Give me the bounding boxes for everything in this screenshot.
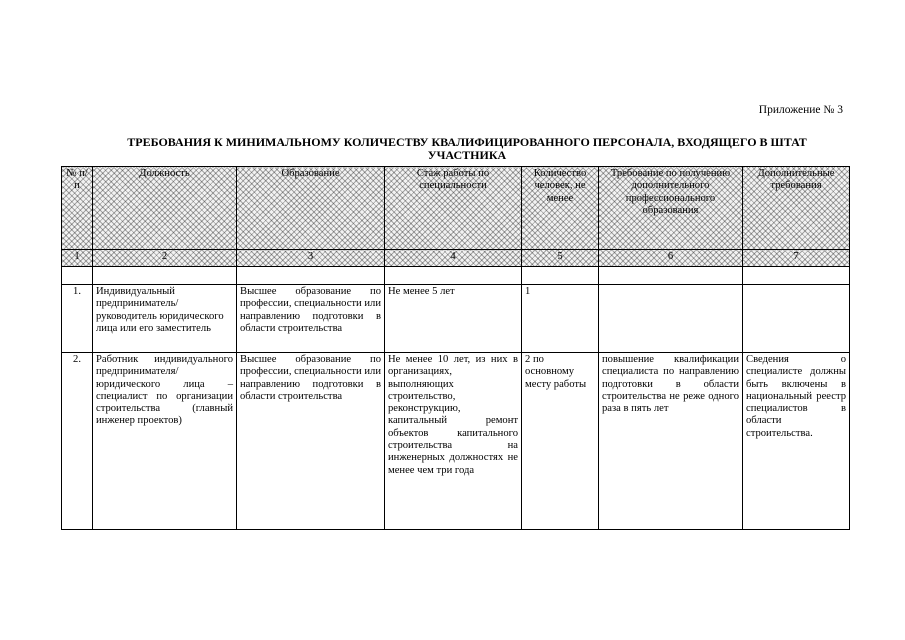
document-title: ТРЕБОВАНИЯ К МИНИМАЛЬНОМУ КОЛИЧЕСТВУ КВАЛИФИЦИРОВАННОГО ПЕРСОНАЛА, ВХОДЯЩЕГО В ШТАТ УЧАСТНИКА — [127, 135, 807, 162]
experience-cell: Не менее 10 лет, из них в организациях, выполняющих строительство, реконструкцию, капитальный ремонт объектов капитального строительства на инженерных должностях не менее чем три года — [385, 353, 522, 530]
spacer-cell — [237, 267, 385, 285]
header-experience: Стаж работы по специальности — [385, 167, 522, 250]
spacer-cell — [522, 267, 599, 285]
spacer-cell — [599, 267, 743, 285]
additional-requirements-cell: Сведения о специалисте должны быть включены в национальный реестр специалистов в области строительства. — [743, 353, 850, 530]
annex-label: Приложение № 3 — [758, 104, 843, 116]
spacer-cell — [62, 267, 93, 285]
experience-cell: Не менее 5 лет — [385, 285, 522, 353]
additional-education-cell: повышение квалификации специалиста по направлению подготовки в области строительства не реже одного раза в пять лет — [599, 353, 743, 530]
count-cell: 1 — [522, 285, 599, 353]
column-number: 5 — [522, 250, 599, 267]
header-additional-education: Требование по получению дополнительного профессионального образования — [599, 167, 743, 250]
header-position: Должность — [93, 167, 237, 250]
header-additional-requirements: Дополнительные требования — [743, 167, 850, 250]
table-row — [62, 285, 850, 353]
additional-education-cell — [599, 285, 743, 353]
column-number: 3 — [237, 250, 385, 267]
education-cell: Высшее образование по профессии, специальности или направлению подготовки в области строительства — [237, 353, 385, 530]
table-header-row — [62, 167, 850, 250]
spacer-cell — [93, 267, 237, 285]
position-cell: Индивидуальный предприниматель/руководитель юридического лица или его заместитель — [93, 285, 237, 353]
column-number-row — [62, 250, 850, 267]
column-number: 7 — [743, 250, 850, 267]
spacer-row — [62, 267, 850, 285]
row-number: 2. — [62, 353, 93, 530]
column-number: 4 — [385, 250, 522, 267]
spacer-cell — [385, 267, 522, 285]
requirements-table — [61, 166, 850, 530]
education-cell: Высшее образование по профессии, специальности или направлению подготовки в области строительства — [237, 285, 385, 353]
table-row — [62, 353, 850, 530]
row-number: 1. — [62, 285, 93, 353]
header-count: Количество человек, не менее — [522, 167, 599, 250]
column-number: 6 — [599, 250, 743, 267]
count-cell: 2 по основному месту работы — [522, 353, 599, 530]
column-number: 1 — [62, 250, 93, 267]
header-number: № п/п — [62, 167, 93, 250]
spacer-cell — [743, 267, 850, 285]
header-education: Образование — [237, 167, 385, 250]
position-cell: Работник индивидуального предпринимателя/ юридического лица – специалист по организации строительства (главный инженер проектов) — [93, 353, 237, 530]
column-number: 2 — [93, 250, 237, 267]
additional-requirements-cell — [743, 285, 850, 353]
